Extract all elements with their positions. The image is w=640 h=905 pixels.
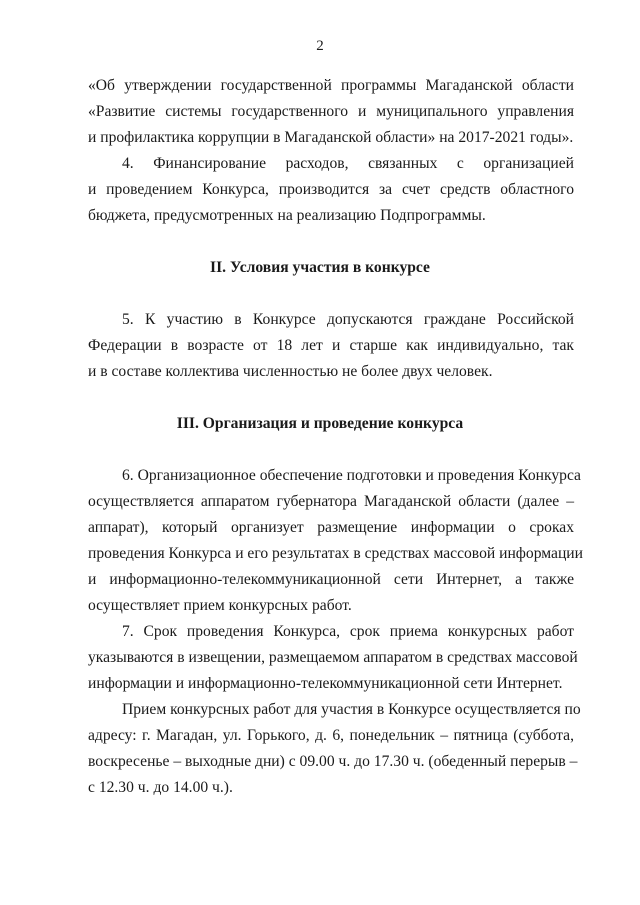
paragraph-5-line: 5. К участию в Конкурсе допускаются граждане Российской xyxy=(122,311,574,328)
paragraph-6-line: осуществляется аппаратом губернатора Магаданской области (далее – xyxy=(88,493,574,510)
paragraph-6-line: 6. Организационное обеспечение подготовки и проведения Конкурса xyxy=(122,467,581,484)
paragraph-intro-line: и профилактика коррупции в Магаданской области» на 2017-2021 годы». xyxy=(88,129,574,146)
paragraph-6-line: и информационно-телекоммуникационной сети Интернет, а также xyxy=(88,571,574,588)
paragraph-4-line: бюджета, предусмотренных на реализацию Подпрограммы. xyxy=(88,207,486,224)
section-heading-3: III. Организация и проведение конкурса xyxy=(176,415,464,432)
page-number: 2 xyxy=(316,38,324,54)
paragraph-intro-line: «Об утверждении государственной программы Магаданской области xyxy=(88,77,574,94)
paragraph-6-line: проведения Конкурса и его результатах в средствах массовой информации xyxy=(88,545,583,562)
section-heading-2: II. Условия участия в конкурсе xyxy=(210,259,430,276)
paragraph-reception-line: адресу: г. Магадан, ул. Горького, д. 6, понедельник – пятница (суббота, xyxy=(88,727,574,744)
paragraph-6-line: осуществляет прием конкурсных работ. xyxy=(88,597,352,614)
paragraph-7-line: указываются в извещении, размещаемом аппаратом в средствах массовой xyxy=(88,649,578,666)
paragraph-4-line: и проведением Конкурса, производится за счет средств областного xyxy=(88,181,574,198)
paragraph-reception-line: воскресенье – выходные дни) с 09.00 ч. до 17.30 ч. (обеденный перерыв – xyxy=(88,753,578,770)
paragraph-intro-line: «Развитие системы государственного и муниципального управления xyxy=(88,103,574,120)
paragraph-7-line: информации и информационно-телекоммуникационной сети Интернет. xyxy=(88,675,563,692)
paragraph-5-line: и в составе коллектива численностью не более двух человек. xyxy=(88,363,493,380)
paragraph-5-line: Федерации в возрасте от 18 лет и старше как индивидуально, так xyxy=(88,337,574,354)
paragraph-6-line: аппарат), который организует размещение информации о сроках xyxy=(88,519,574,536)
paragraph-reception-line: Прием конкурсных работ для участия в Конкурсе осуществляется по xyxy=(122,701,581,718)
paragraph-4-line: 4. Финансирование расходов, связанных с организацией xyxy=(122,155,574,172)
paragraph-reception-line: с 12.30 ч. до 14.00 ч.). xyxy=(88,779,233,796)
paragraph-7-line: 7. Срок проведения Конкурса, срок приема конкурсных работ xyxy=(122,623,574,640)
